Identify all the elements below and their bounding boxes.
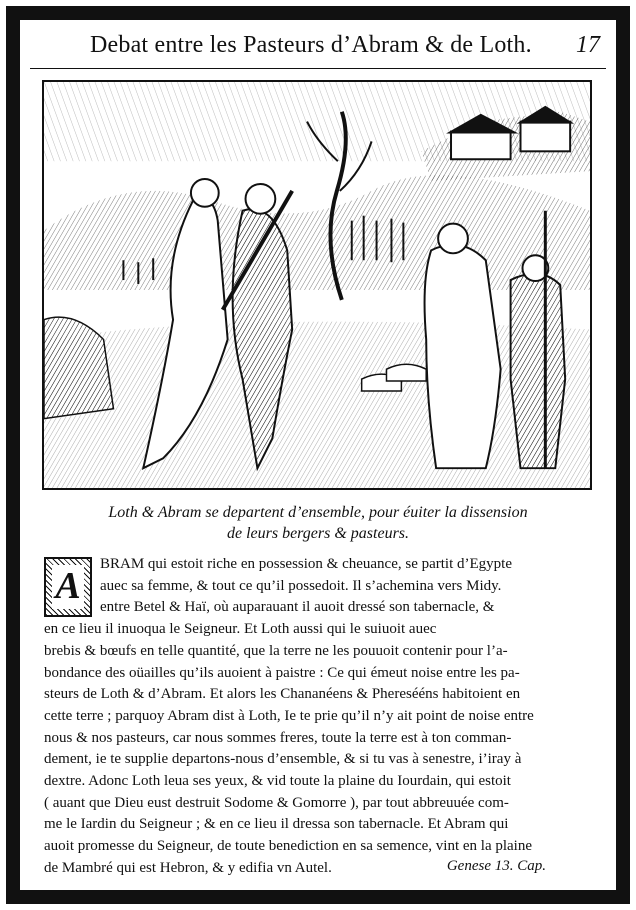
body-line: bondance des oüailles qu’ils auoient à paistre : Ce qui émeut noise entre les pa- <box>44 664 520 681</box>
page-header <box>30 28 606 69</box>
page-number: 17 <box>576 32 600 58</box>
body-line: en ce lieu il inuoqua le Seigneur. Et Loth aussi qui le suiuoit auec <box>44 621 437 638</box>
illustration-caption <box>70 502 566 544</box>
scripture-reference: Genese 13. Cap. <box>446 858 546 874</box>
page-title: Debat entre les Pasteurs d’Abram & de Loth. <box>90 32 532 58</box>
decorated-initial <box>44 557 92 617</box>
body-line: dement, ie te supplie departons-nous d’ensemble, & si tu vas à senestre, i’iray à <box>44 751 522 768</box>
woodcut-illustration <box>42 80 592 490</box>
body-line: cette terre ; parquoy Abram dist à Loth, Ie te prie qu’il n’y ait point de noise entre <box>44 707 534 724</box>
body-line: nous & nos pasteurs, car nous sommes freres, toute la terre est à ton comman- <box>44 729 512 746</box>
body-line: steurs de Loth & d’Abram. Et alors les Chananéens & Pheresééns habitoient en <box>44 686 521 703</box>
body-line: entre Betel & Haï, où auparauant il auoit dressé son tabernacle, & <box>100 599 495 616</box>
body-line: auoit promesse du Seigneur, de toute benediction en sa semence, vint en la plaine <box>44 838 532 855</box>
body-line: de Mambré qui est Hebron, & y edifia vn Autel. <box>44 859 332 876</box>
caption-line-2: de leurs bergers & pasteurs. <box>226 525 410 542</box>
page-content <box>30 28 606 882</box>
woodcut-scene <box>44 82 590 488</box>
body-line: brebis & bœufs en telle quantité, que la terre ne les pouuoit contenir pour l’a- <box>44 642 508 659</box>
body-line: me le Iardin du Seigneur ; & en ce lieu il dressa son tabernacle. Et Abram qui <box>44 816 509 833</box>
body-line: auec sa femme, & tout ce qu’il possedoit. Il s’achemina vers Midy. <box>100 577 502 594</box>
drop-cap-letter: A <box>52 565 84 609</box>
body-text <box>44 554 592 880</box>
body-line: dextre. Adonc Loth leua ses yeux, & vid toute la plaine du Iourdain, qui estoit <box>44 773 511 790</box>
body-line: ( auant que Dieu eust destruit Sodome & Gomorre ), par tout abbreuuée com- <box>44 794 509 811</box>
body-line: BRAM qui estoit riche en possession & cheuance, se partit d’Egypte <box>100 556 512 572</box>
caption-line-1: Loth & Abram se departent d’ensemble, pour éuiter la dissension <box>108 504 528 521</box>
